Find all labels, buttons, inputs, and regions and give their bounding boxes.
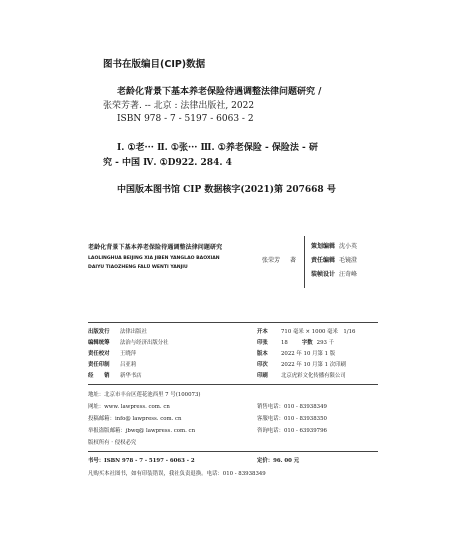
staff-value: 沈小英: [339, 243, 358, 250]
edition-label: 版本: [257, 351, 268, 357]
printing-label: 印次: [257, 362, 268, 368]
copyright-notice: 版权所有 · 侵权必究: [88, 440, 137, 446]
staff-planning-editor: [311, 241, 357, 250]
sheets-label: 印张: [257, 340, 268, 346]
book-isbn: 书号：ISBN 978 - 7 - 5197 - 6063 - 2: [88, 458, 195, 464]
author-name: 张荣芳: [262, 257, 281, 264]
pub-label: 责任校对: [88, 351, 110, 357]
pub-info-row: [88, 360, 136, 368]
pub-value: 法律出版社: [120, 329, 147, 335]
divider-middle: [88, 384, 378, 385]
format-label: 开本: [257, 329, 268, 335]
staff-responsible-editor: [311, 255, 357, 264]
submission-email: 投稿邮箱：info@ lawpress. com. cn: [88, 416, 182, 422]
divider-top: [88, 322, 378, 323]
divider-bottom: [88, 451, 378, 452]
book-title-cn: 老龄化背景下基本养老保险待遇调整法律问题研究: [88, 244, 223, 251]
publisher-website: 网址：www. lawpress. com. cn: [88, 404, 170, 410]
book-title-block: [88, 242, 258, 270]
cip-title-line: 老龄化背景下基本养老保险待遇调整法律问题研究 /: [117, 87, 322, 97]
sheets-words-row: [257, 338, 334, 346]
pub-value: 吕亚莉: [120, 362, 137, 368]
staff-label: 策划编辑: [311, 243, 336, 250]
printing-value: 2022 年 10 月第 1 次印刷: [281, 362, 346, 368]
printer-value: 北京虎彩文化传播有限公司: [281, 373, 346, 379]
staff-value: 毛镜澄: [339, 257, 358, 264]
book-author: [262, 255, 296, 264]
cip-heading: 图书在版编目(CIP)数据: [103, 59, 206, 70]
pub-value: 王晓萍: [120, 351, 137, 357]
pub-label: 经 销: [88, 373, 110, 379]
cip-classification-line-2: 究 - 中国 Ⅳ. ①D922. 284. 4: [103, 158, 232, 168]
pub-label: 责任印制: [88, 362, 110, 368]
author-role: 著: [290, 257, 297, 264]
pub-info-row: [88, 327, 147, 335]
pub-info-row: [88, 371, 142, 379]
pub-value: 新华书店: [120, 373, 142, 379]
title-divider: [304, 236, 305, 288]
staff-label: 装帧设计: [311, 271, 336, 278]
words-label: 字数: [301, 340, 313, 346]
return-notice: 凡购买本社图书，如有印装错误，我社负责退换。电话：010 - 83938349: [88, 471, 266, 477]
edition-value: 2022 年 10 月第 1 版: [281, 351, 336, 357]
printing-row: [257, 360, 346, 368]
sheets-value: 18: [281, 340, 288, 346]
consult-phone: 咨询电话：010 - 63939796: [257, 428, 327, 434]
format-row: [257, 327, 355, 335]
book-title-pinyin-2: DAIYU TIAOZHENG FALÜ WENTI YANJIU: [88, 265, 188, 270]
publisher-address: 地址：北京市丰台区莲花池西里 7 号(100073): [88, 392, 201, 398]
staff-label: 责任编辑: [311, 257, 336, 264]
printer-row: [257, 371, 346, 379]
staff-value: 汪奇峰: [339, 271, 358, 278]
edition-row: [257, 349, 335, 357]
pub-info-row: [88, 338, 169, 346]
cip-classification-line: Ⅰ. ①老··· Ⅱ. ①张··· Ⅲ. ①养老保险 - 保险法 - 研: [117, 143, 318, 153]
pub-label: 出版发行: [88, 329, 110, 335]
pub-label: 编辑统筹: [88, 340, 110, 346]
sales-phone: 销售电话：010 - 83938349: [257, 404, 327, 410]
format-value: 710 毫米 × 1000 毫米 1/16: [281, 329, 356, 335]
piracy-report-email: 举报盗版邮箱：jbwq@ lawpress. com. cn: [88, 428, 196, 434]
book-title-pinyin-1: LAOLINGHUA BEIJING XIA JIBEN YANGLAO BAOXIAN: [88, 256, 220, 261]
staff-designer: [311, 269, 357, 278]
cip-isbn-line: ISBN 978 - 7 - 5197 - 6063 - 2: [117, 114, 254, 124]
cip-record-number: 中国版本图书馆 CIP 数据核字(2021)第 207668 号: [117, 185, 336, 195]
service-phone: 客服电话：010 - 83938350: [257, 416, 327, 422]
cip-author-line: 张荣芳著. -- 北京 : 法律出版社, 2022: [103, 101, 255, 111]
book-price: 定价：96. 00 元: [257, 458, 300, 464]
pub-value: 法治与经济出版分社: [120, 340, 169, 346]
words-value: 293 千: [316, 340, 335, 346]
pub-info-row: [88, 349, 136, 357]
printer-label: 印刷: [257, 373, 268, 379]
